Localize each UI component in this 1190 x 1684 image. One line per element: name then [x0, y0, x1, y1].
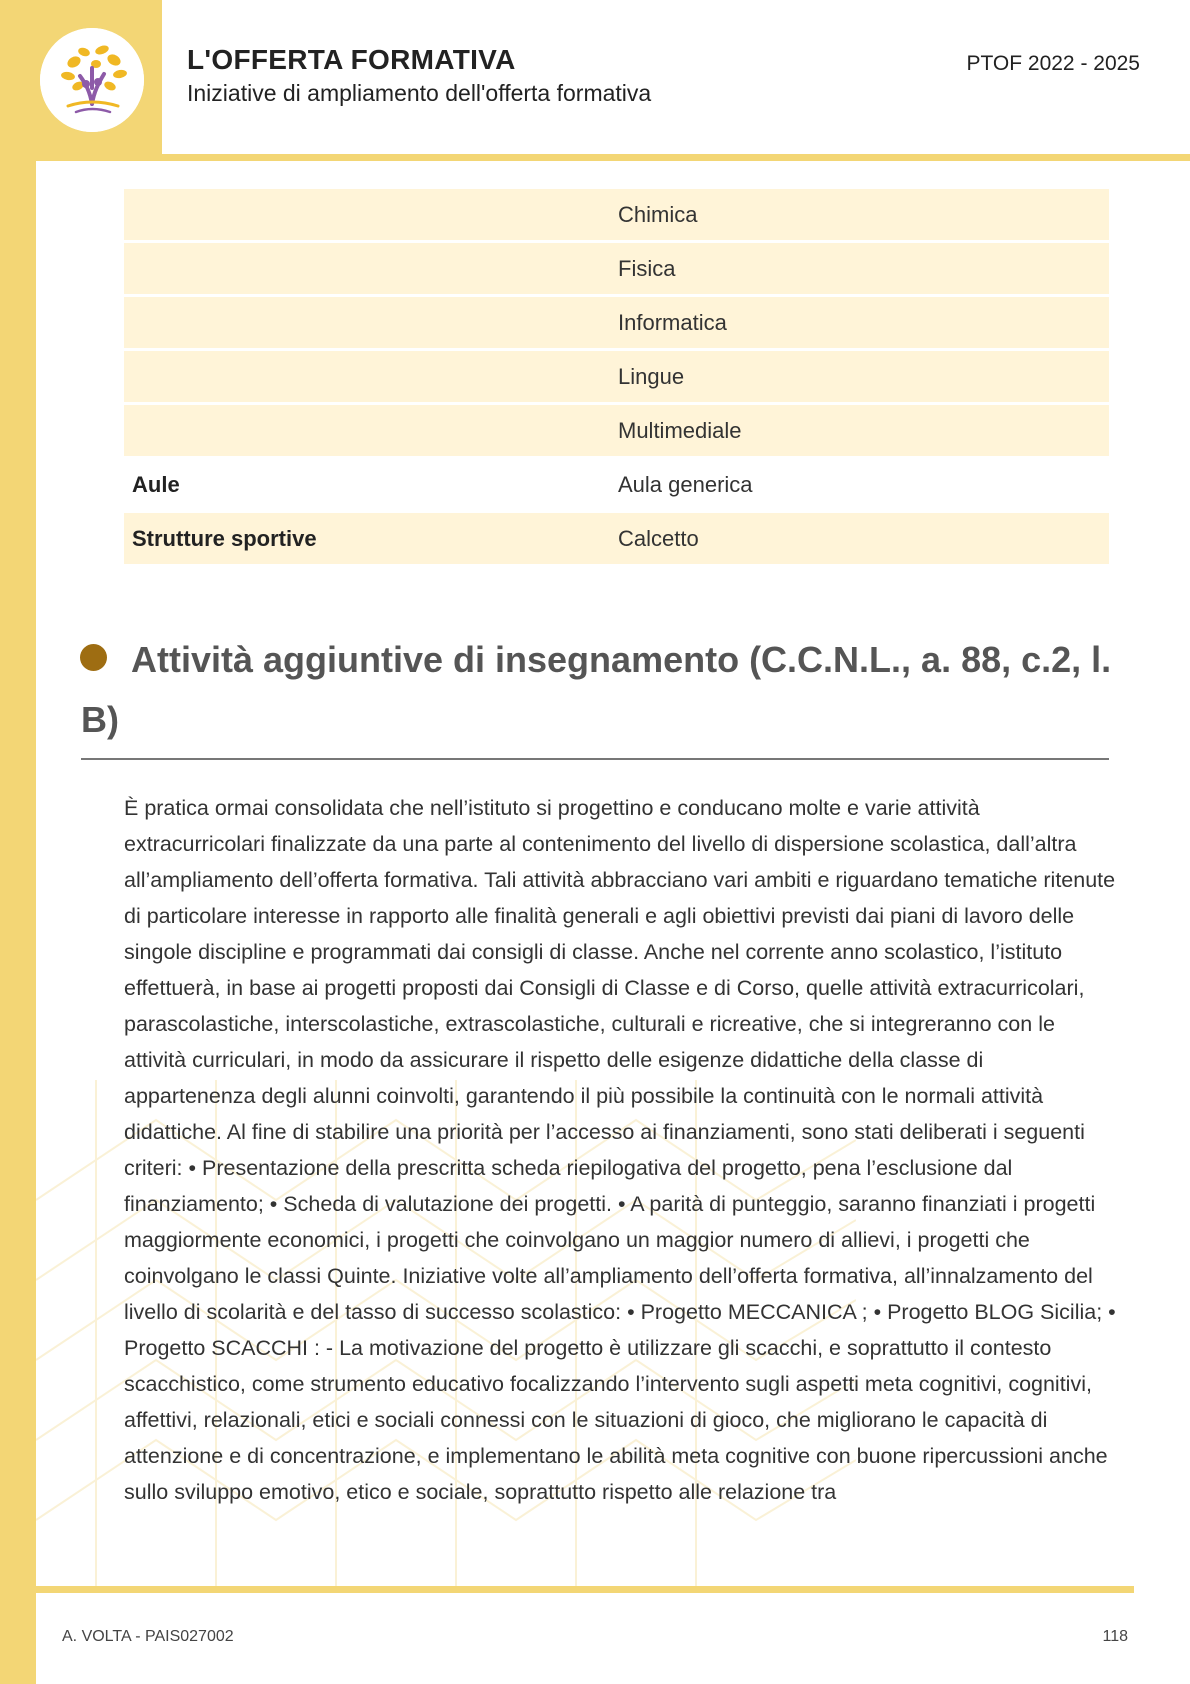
document-subtitle: Iniziative di ampliamento dell'offerta formativa: [187, 80, 652, 106]
row-value: Informatica: [618, 309, 727, 335]
row-value: Calcetto: [618, 525, 699, 551]
resources-table: [124, 189, 1109, 567]
section-heading: Attività aggiuntive di insegnamento (C.C.N.L., a. 88, c.2, l. B): [81, 639, 1112, 740]
document-title: L'OFFERTA FORMATIVA: [187, 44, 516, 75]
section-body-text: È pratica ormai consolidata che nell’istituto si progettino e conducano molte e varie attività extracurricolari finalizzate da una parte al contenimento del livello di dispersione scolastica, dall’altra all’ampliamento dell’offerta formativa. Tali attività abbracciano vari ambiti e riguardano tematiche ritenute di particolare interesse in rapporto alle finalità generali e agli obiettivi previsti dai piani di lavoro delle singole discipline e programmati dai consigli di classe. Anche nel corrente anno scolastico, l’istituto effettuerà, in base ai progetti proposti dai Consigli di Classe e di Corso, quelle attività extracurricolari, parascolastiche, interscolastiche, extrascolastiche, culturali e ricreative, che si integreranno con le attività curriculari, in modo da assicurare il rispetto delle esigenze didattiche della classe di appartenenza degli alunni coinvolti, garantendo il più possibile la continuità con le normali attività didattiche. Al fine di stabilire una priorità per l’accesso ai finanziamenti, sono stati deliberati i seguenti criteri: • Presentazione della prescritta scheda riepilogativa del progetto, pena l’esclusione dal finanziamento; • Scheda di valutazione dei progetti. • A parità di punteggio, saranno finanziati i progetti maggiormente economici, i progetti che coinvolgano un maggior numero di allievi, i progetti che coinvolgano le classi Quinte. Iniziative volte all’ampliamento dell’offerta formativa, all’innalzamento del livello di scolarità e del tasso di successo scolastico: • Progetto MECCANICA ; • Progetto BLOG Sicilia; • Progetto SCACCHI : - La motivazione del progetto è utilizzare gli scacchi, e soprattutto il contesto scacchistico, come strumento educativo focalizzando l’intervento sugli aspetti meta cognitivi, cognitivi, affettivi, relazionali, etici e sociali connessi con le situazioni di gioco, che migliorano le capacità di attenzione e di concentrazione, e implementano le abilità meta cognitive con buone ripercussioni anche sullo sviluppo emotivo, etico e sociale, soprattutto rispetto alle relazione tra: [124, 796, 1116, 1504]
table-row: [124, 243, 1109, 294]
row-value: Aula generica: [618, 471, 753, 497]
section-divider: [81, 758, 1109, 760]
table-row: [124, 297, 1109, 348]
table-row: [124, 351, 1109, 402]
row-value: Fisica: [618, 255, 676, 281]
row-label: Strutture sportive: [132, 525, 317, 551]
table-row: [124, 459, 1109, 510]
row-value: Chimica: [618, 201, 698, 227]
footer-divider: [36, 1586, 1134, 1593]
row-value: Lingue: [618, 363, 685, 389]
table-row: [124, 405, 1109, 456]
table-row: [124, 513, 1109, 564]
table-row: [124, 189, 1109, 240]
ptof-period: PTOF 2022 - 2025: [966, 52, 1140, 75]
tree-of-life-icon: [40, 28, 144, 132]
footer-school-code: A. VOLTA - PAIS027002: [62, 1628, 234, 1645]
row-label: Aule: [132, 471, 180, 497]
page-number: 118: [1102, 1628, 1128, 1645]
left-decorative-band: [0, 0, 36, 1684]
row-value: Multimediale: [618, 417, 742, 443]
header-divider: [36, 154, 1190, 161]
